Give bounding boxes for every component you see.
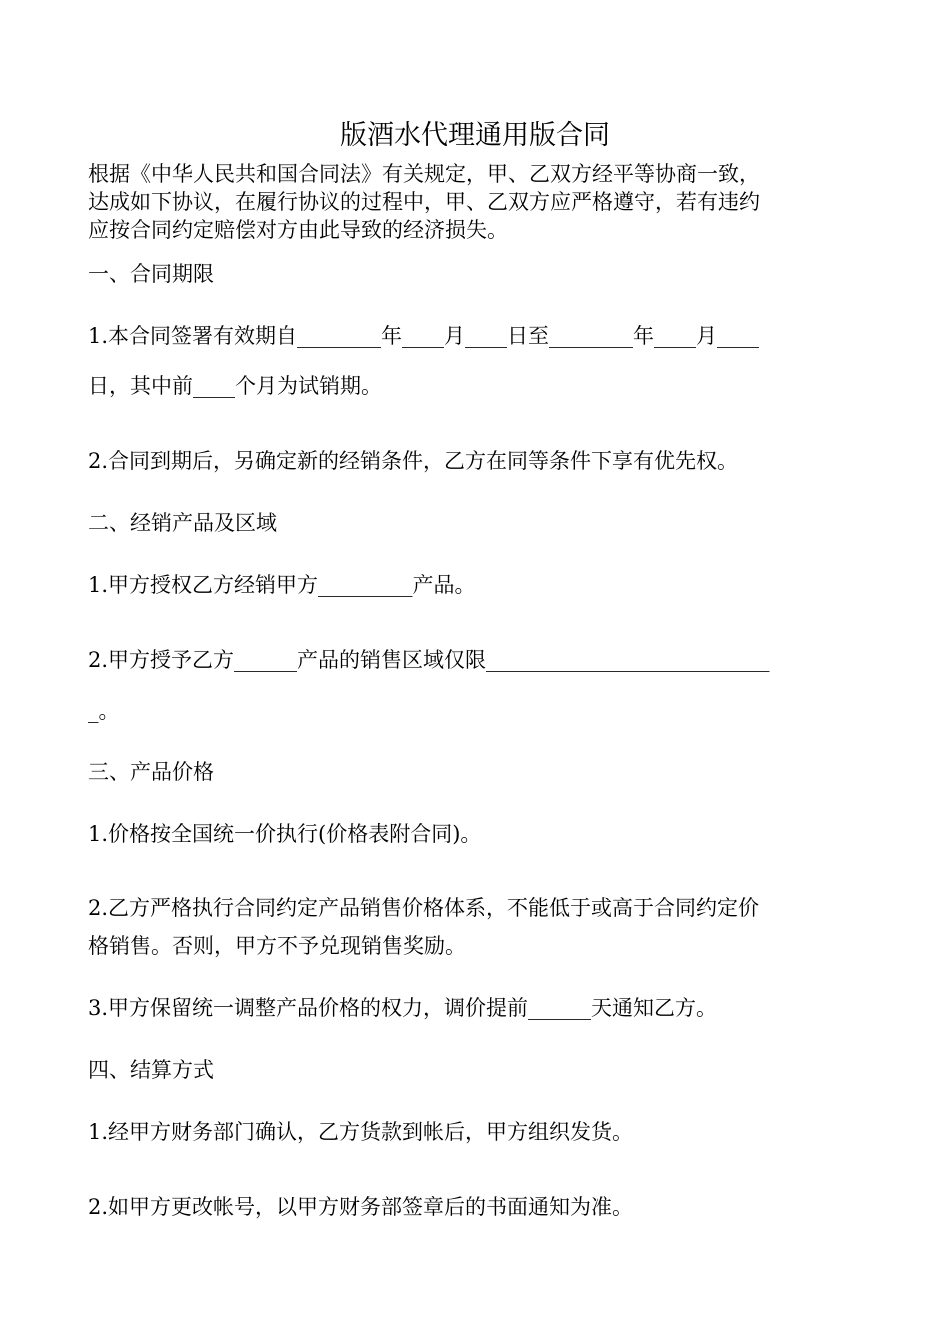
- clause-price-1: 1.价格按全国统一价执行(价格表附合同)。: [88, 822, 482, 846]
- section-heading-term: 一、合同期限: [88, 262, 214, 286]
- intro-line: 达成如下协议，在履行协议的过程中，甲、乙双方应严格遵守，若有违约: [88, 190, 760, 214]
- clause-settlement-2: 2.如甲方更改帐号，以甲方财务部签章后的书面通知为准。: [88, 1195, 634, 1219]
- clause-products-1: 1.甲方授权乙方经销甲方_________产品。: [88, 573, 476, 597]
- clause-price-3: 3.甲方保留统一调整产品价格的权力，调价提前______天通知乙方。: [88, 996, 718, 1020]
- document-title: 版酒水代理通用版合同: [340, 120, 610, 151]
- intro-line: 根据《中华人民共和国合同法》有关规定，甲、乙双方经平等协商一致，: [88, 162, 760, 186]
- clause-term-2: 2.合同到期后，另确定新的经销条件，乙方在同等条件下享有优先权。: [88, 449, 739, 473]
- clause-price-2-line1: 2.乙方严格执行合同约定产品销售价格体系，不能低于或高于合同约定价: [88, 896, 760, 920]
- clause-term-1-line2: 日，其中前____个月为试销期。: [88, 374, 382, 398]
- clause-term-1-line1: 1.本合同签署有效期自________年____月____日至________年____月____: [88, 324, 760, 348]
- section-heading-products: 二、经销产品及区域: [88, 511, 277, 535]
- clause-products-2-line2: _。: [88, 699, 120, 723]
- section-heading-price: 三、产品价格: [88, 760, 214, 784]
- intro-paragraph: [88, 160, 868, 244]
- section-heading-settlement: 四、结算方式: [88, 1058, 214, 1082]
- intro-line: 应按合同约定赔偿对方由此导致的经济损失。: [88, 218, 508, 242]
- clause-settlement-1: 1.经甲方财务部门确认，乙方货款到帐后，甲方组织发货。: [88, 1120, 634, 1144]
- clause-products-2-line1: 2.甲方授予乙方______产品的销售区域仅限___________________________: [88, 648, 770, 672]
- clause-price-2-line2: 格销售。否则，甲方不予兑现销售奖励。: [88, 934, 466, 958]
